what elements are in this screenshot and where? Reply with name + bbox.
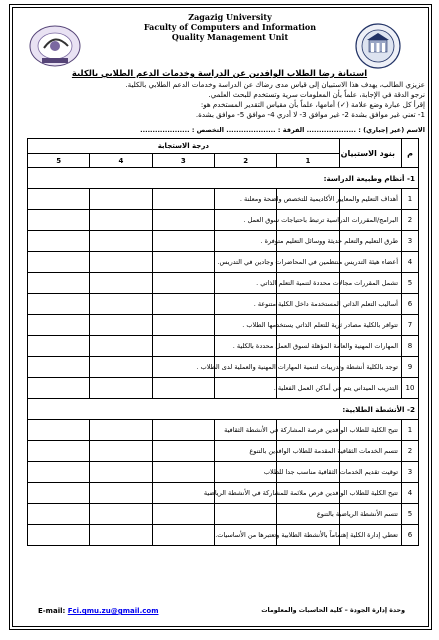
table-row <box>28 315 419 336</box>
footer-email <box>38 607 158 615</box>
item-text: تتيح الكلية للطلاب الوافدين فرصة المشاركة في الأنشطة الثقافية <box>339 420 401 441</box>
intro-line-2: نرجو الدقة في الإجابة، علماً بأن المعلومات سرية وتستخدم للبحث العلمي. <box>208 90 425 99</box>
rating-cell[interactable] <box>28 336 90 357</box>
item-text: أساليب التعلم الذاتي المستخدمة داخل الكلية متنوعة . <box>339 294 401 315</box>
section-row <box>28 168 419 189</box>
intro-line-3: إقرأ كل عبارة وضع علامة (✓) أمامها، علماً بأن مقياس التقدير المستخدم هو: <box>200 100 425 109</box>
rating-cell[interactable] <box>152 252 214 273</box>
item-number: 4 <box>402 483 419 504</box>
university-name: Zagazig University <box>188 12 272 22</box>
rating-cell[interactable] <box>28 462 90 483</box>
item-text: توجد بالكلية أنشطة وتدريبات لتنمية المهارات المهنية والعملية لدى الطلاب . <box>339 357 401 378</box>
rating-cell[interactable] <box>28 252 90 273</box>
rating-cell[interactable] <box>152 441 214 462</box>
rating-cell[interactable] <box>90 441 152 462</box>
item-number: 7 <box>402 315 419 336</box>
survey-table <box>27 138 419 546</box>
table-row <box>28 378 419 399</box>
item-number: 3 <box>402 231 419 252</box>
item-number: 1 <box>402 189 419 210</box>
item-number: 9 <box>402 357 419 378</box>
quality-unit-logo-icon <box>28 24 82 68</box>
rating-cell[interactable] <box>90 210 152 231</box>
item-number: 6 <box>402 294 419 315</box>
rating-cell[interactable] <box>28 315 90 336</box>
rating-cell[interactable] <box>90 378 152 399</box>
item-text: تعطي إدارة الكلية إهتماماً بالأنشطة الطلابية وتعتبرها من الأساسيات. <box>339 525 401 546</box>
number-header: م <box>402 139 419 168</box>
section-row <box>28 399 419 420</box>
rating-cell[interactable] <box>152 336 214 357</box>
rating-cell[interactable] <box>90 462 152 483</box>
table-row <box>28 483 419 504</box>
table-row <box>28 294 419 315</box>
level-field-label[interactable]: الفرقة : <box>277 126 305 134</box>
rating-cell[interactable] <box>90 231 152 252</box>
intro-line-4: 1- تعني غير موافق بشدة 2- غير موافق 3- لا أدري 4- موافق 5- موافق بشدة. <box>195 110 425 119</box>
item-number: 10 <box>402 378 419 399</box>
rating-cell[interactable] <box>28 378 90 399</box>
survey-title: استبانة رضا الطلاب الوافدين عن الدراسة وخدمات الدعم الطلابي بالكلية <box>71 68 368 78</box>
rating-cell[interactable] <box>90 315 152 336</box>
table-row <box>28 441 419 462</box>
rating-cell[interactable] <box>152 273 214 294</box>
rating-cell[interactable] <box>90 483 152 504</box>
item-text: البرامج/المقررات الدراسية ترتبط باحتياجات سوق العمل . <box>339 210 401 231</box>
rating-cell[interactable] <box>28 441 90 462</box>
footer-unit: وحدة إدارة الجودة – كلية الحاسبات والمعلومات <box>261 607 405 614</box>
table-row <box>28 252 419 273</box>
item-text: تتيح الكلية للطلاب الوافدين فرص ملائمة للمشاركة في الأنشطة الرياضية <box>339 483 401 504</box>
rating-cell[interactable] <box>28 483 90 504</box>
scale-digit: 5 <box>28 154 90 168</box>
scale-digit: 2 <box>214 154 276 168</box>
item-number: 5 <box>402 504 419 525</box>
rating-cell[interactable] <box>90 357 152 378</box>
response-scale-header: درجة الاستجابة <box>28 139 340 154</box>
rating-cell[interactable] <box>28 357 90 378</box>
table-row <box>28 231 419 252</box>
rating-cell[interactable] <box>152 315 214 336</box>
item-text: المهارات المهنية والعامة المؤهلة لسوق العمل محددة بالكلية . <box>339 336 401 357</box>
table-row <box>28 525 419 546</box>
table-row <box>28 273 419 294</box>
item-number: 8 <box>402 336 419 357</box>
rating-cell[interactable] <box>90 294 152 315</box>
rating-cell[interactable] <box>152 525 214 546</box>
table-row <box>28 336 419 357</box>
rating-cell[interactable] <box>152 462 214 483</box>
table-header-row <box>28 139 419 154</box>
rating-cell[interactable] <box>28 504 90 525</box>
rating-cell[interactable] <box>214 504 276 525</box>
rating-cell[interactable] <box>28 420 90 441</box>
section-title: 2- الأنشطة الطلابية: <box>28 399 419 420</box>
rating-cell[interactable] <box>28 210 90 231</box>
item-text: تتسم الخدمات الثقافية المقدمة للطلاب الوافدين بالتنوع <box>339 441 401 462</box>
item-number: 2 <box>402 441 419 462</box>
rating-cell[interactable] <box>28 294 90 315</box>
table-row <box>28 462 419 483</box>
item-number: 3 <box>402 462 419 483</box>
rating-cell[interactable] <box>28 273 90 294</box>
unit-name: Quality Management Unit <box>171 32 289 42</box>
item-number: 6 <box>402 525 419 546</box>
item-number: 2 <box>402 210 419 231</box>
rating-cell[interactable] <box>152 294 214 315</box>
rating-cell[interactable] <box>152 189 214 210</box>
scale-digit: 4 <box>90 154 152 168</box>
item-number: 1 <box>402 420 419 441</box>
section-title: 1- أنظام وطبيعة الدراسة: <box>28 168 419 189</box>
rating-cell[interactable] <box>28 525 90 546</box>
item-text: تشمل المقررات مجالات محددة لتنمية التعلم الذاتي . <box>339 273 401 294</box>
rating-cell[interactable] <box>152 504 214 525</box>
table-row <box>28 189 419 210</box>
rating-cell[interactable] <box>152 378 214 399</box>
table-row <box>28 504 419 525</box>
rating-cell[interactable] <box>28 189 90 210</box>
table-row <box>28 357 419 378</box>
rating-cell[interactable] <box>90 252 152 273</box>
rating-cell[interactable] <box>90 504 152 525</box>
rating-cell[interactable] <box>90 336 152 357</box>
header <box>130 12 330 42</box>
item-text: تتوافر بالكلية مصادر ثرية للتعلم الذاتي يستخدمها الطلاب . <box>339 315 401 336</box>
rating-cell[interactable] <box>152 231 214 252</box>
zagazig-university-seal-icon <box>353 22 403 70</box>
item-text: طرق التعليم والتعلم حديثة ووسائل التعليم متوفرة . <box>339 231 401 252</box>
items-header: بنود الاستبيان <box>339 139 401 168</box>
email-label: E-mail: <box>38 607 66 615</box>
rating-cell[interactable] <box>214 378 276 399</box>
rating-cell[interactable] <box>90 273 152 294</box>
intro-text <box>30 80 425 120</box>
rating-cell[interactable] <box>28 231 90 252</box>
student-info-row: الاسم (غير إجباري) : .................... الفرقة : .................... التخصص : .................... <box>140 126 425 134</box>
item-text: أعضاء هيئة التدريس منتظمين في المحاضرات وجادين في التدريس. <box>339 252 401 273</box>
scale-digit: 3 <box>152 154 214 168</box>
item-text: التدريب الميداني يتم في أماكن العمل الفعلية . <box>339 378 401 399</box>
item-text: تتسم الأنشطة الرياضية بالتنوع <box>339 504 401 525</box>
item-text: أهداف التعليم والمعايير الأكاديمية للتخصص واضحة ومعلنة . <box>339 189 401 210</box>
email-link[interactable]: Fci.qmu.zu@gmail.com <box>67 607 159 615</box>
rating-cell[interactable] <box>90 525 152 546</box>
item-number: 5 <box>402 273 419 294</box>
rating-cell[interactable] <box>90 420 152 441</box>
table-row <box>28 420 419 441</box>
major-field-label[interactable]: التخصص : <box>191 126 224 134</box>
table-row <box>28 210 419 231</box>
rating-cell[interactable] <box>152 210 214 231</box>
name-field-label[interactable]: الاسم (غير إجباري) : <box>358 126 425 134</box>
rating-cell[interactable] <box>152 420 214 441</box>
item-text: توقيت تقديم الخدمات الثقافية مناسب جدا للطلاب <box>339 462 401 483</box>
scale-digit: 1 <box>277 154 339 168</box>
faculty-name: Faculty of Computers and Information <box>143 22 317 32</box>
rating-cell[interactable] <box>90 189 152 210</box>
intro-line-1: عزيزي الطالب، يهدف هذا الاستبيان إلى قياس مدى رضاك عن الدراسة وخدمات الدعم الطلابي بالكلية. <box>125 80 425 89</box>
item-number: 4 <box>402 252 419 273</box>
